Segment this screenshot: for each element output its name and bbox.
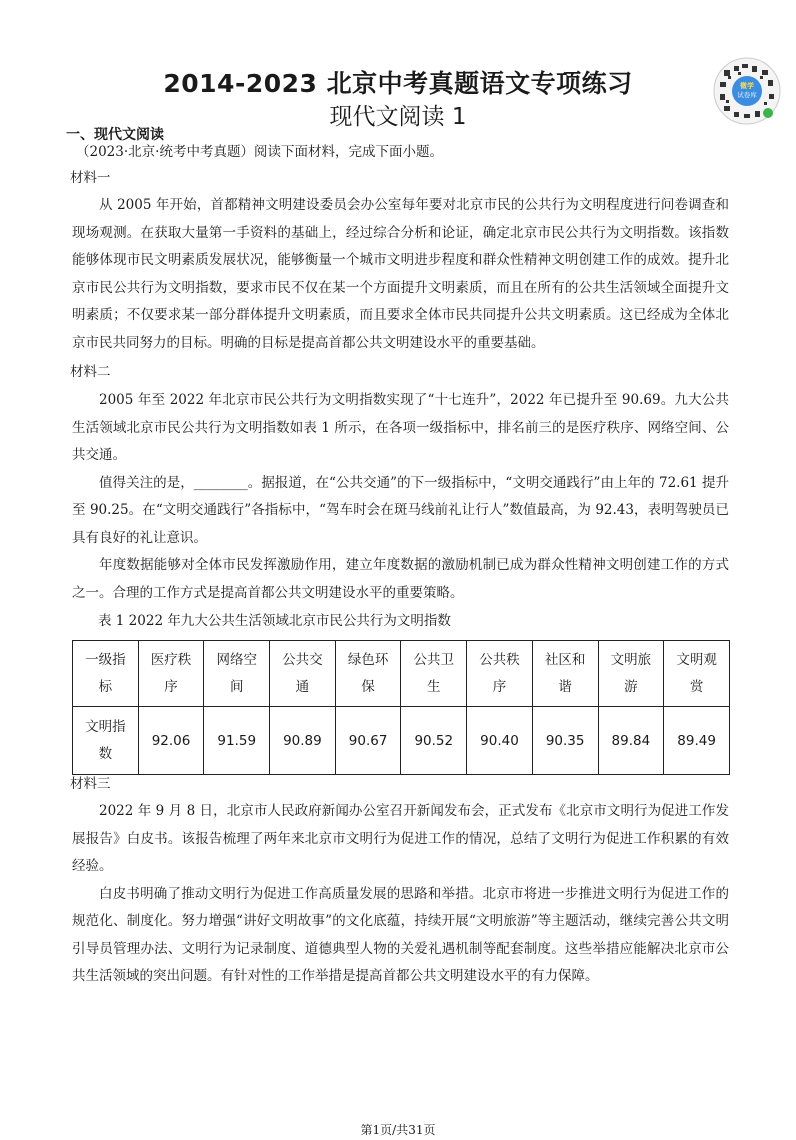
table-header-cell: 社区和 谐 [532,641,598,707]
table-header-cell: 公共秩 序 [467,641,533,707]
table-header-row [73,641,730,707]
material2-body [72,387,729,607]
material3-label: 材料三 [70,776,111,792]
table-value-cell: 90.52 [401,707,467,775]
table-row-head: 文明指 数 [73,707,139,775]
material1-label: 材料一 [70,170,111,186]
table-value-cell: 90.89 [270,707,336,775]
table-caption: 表 1 2022 年九大公共生活领域北京市民公共行为文明指数 [98,613,451,629]
table-row-head: 一级指 标 [73,641,139,707]
table-value-cell: 90.67 [335,707,401,775]
table-value-cell: 90.40 [467,707,533,775]
material1-body [72,192,729,357]
qr-code-icon [712,56,782,126]
material2-label: 材料二 [70,364,111,380]
section-heading: 一、现代文阅读 [66,127,164,143]
instruction-text: （2023·北京·统考中考真题）阅读下面材料，完成下面小题。 [76,144,443,160]
material2-paragraph-2: 值得关注的是，________。据报道，在“公共交通”的下一级指标中，“文明交通践行”由上年的 72.61 提升至 90.25。在“文明交通践行”各指标中，“驾车时会在斑马线前礼让行人”数值最高，为 92.43，表明驾驶员已具有良好的礼让意识。 [72,474,729,546]
table-value-cell: 89.49 [664,707,730,775]
table-header-cell: 医疗秩 序 [138,641,204,707]
material3-paragraph-1: 2022 年 9 月 8 日，北京市人民政府新闻办公室召开新闻发布会，正式发布《北京市文明行为促进工作发展报告》白皮书。该报告梳理了两年来北京市文明行为促进工作的情况，总结了文明行为促进工作积累的有效经验。 [72,803,729,874]
table-value-cell: 91.59 [204,707,270,775]
material2-paragraph-1: 2005 年至 2022 年北京市民公共行为文明指数实现了“十七连升”，2022 年已提升至 90.69。九大公共生活领域北京市民公共行为文明指数如表 1 所示，在各项一级指标中，排名前三的是医疗秩序、网络空间、公共交通。 [72,392,729,463]
civility-index-table [72,640,730,775]
table-header-cell: 公共交 通 [270,641,336,707]
material1-paragraph: 从 2005 年开始，首都精神文明建设委员会办公室每年要对北京市民的公共行为文明程度进行问卷调查和现场观测。在获取大量第一手资料的基础上，经过综合分析和论证，确定北京市民公共行为文明指数。该指数能够体现市民文明素质发展状况，能够衡量一个城市文明进步程度和群众性精神文明创建工作的成效。提升北京市民公共行为文明指数，要求市民不仅在某一个方面提升文明素质，而且在所有的公共生活领域全面提升文明素质；不仅要求某一部分群体提升文明素质，而且要求全体市民共同提升公共文明素质。这已经成为全体北京市民共同努力的目标。明确的目标是提高首都公共文明建设水平的重要基础。 [72,197,729,351]
table-value-cell: 92.06 [138,707,204,775]
qr-badge-line1: 微学 [740,82,754,90]
material3-paragraph-2: 白皮书明确了推动文明行为促进工作高质量发展的思路和举措。北京市将进一步推进文明行为促进工作的规范化、制度化。努力增强“讲好文明故事”的文化底蕴，持续开展“文明旅游”等主题活动，继续完善公共文明引导员管理办法、文明行为记录制度、道德典型人物的关爱礼遇机制等配套制度。这些举措应能解决北京市公共生活领域的突出问题。有针对性的工作举措是提高首都公共文明建设水平的有力保障。 [72,885,729,984]
document-title: 2014-2023 北京中考真题语文专项练习 [163,69,633,98]
qr-badge-line2: 试卷库 [737,91,757,99]
table-value-row [73,707,730,775]
table-header-cell: 文明旅 游 [598,641,664,707]
table-header-cell: 网络空 间 [204,641,270,707]
material2-paragraph-3: 年度数据能够对全体市民发挥激励作用，建立年度数据的激励机制已成为群众性精神文明创建工作的方式之一。合理的工作方式是提高首都公共文明建设水平的重要策略。 [72,557,729,601]
table-header-cell: 绿色环 保 [335,641,401,707]
table-value-cell: 89.84 [598,707,664,775]
page-footer: 第1页/共31页 [360,1123,436,1137]
material3-body [72,798,729,991]
table-header-cell: 公共卫 生 [401,641,467,707]
table-value-cell: 90.35 [532,707,598,775]
document-subtitle: 现代文阅读 1 [329,104,467,130]
table-header-cell: 文明观 赏 [664,641,730,707]
